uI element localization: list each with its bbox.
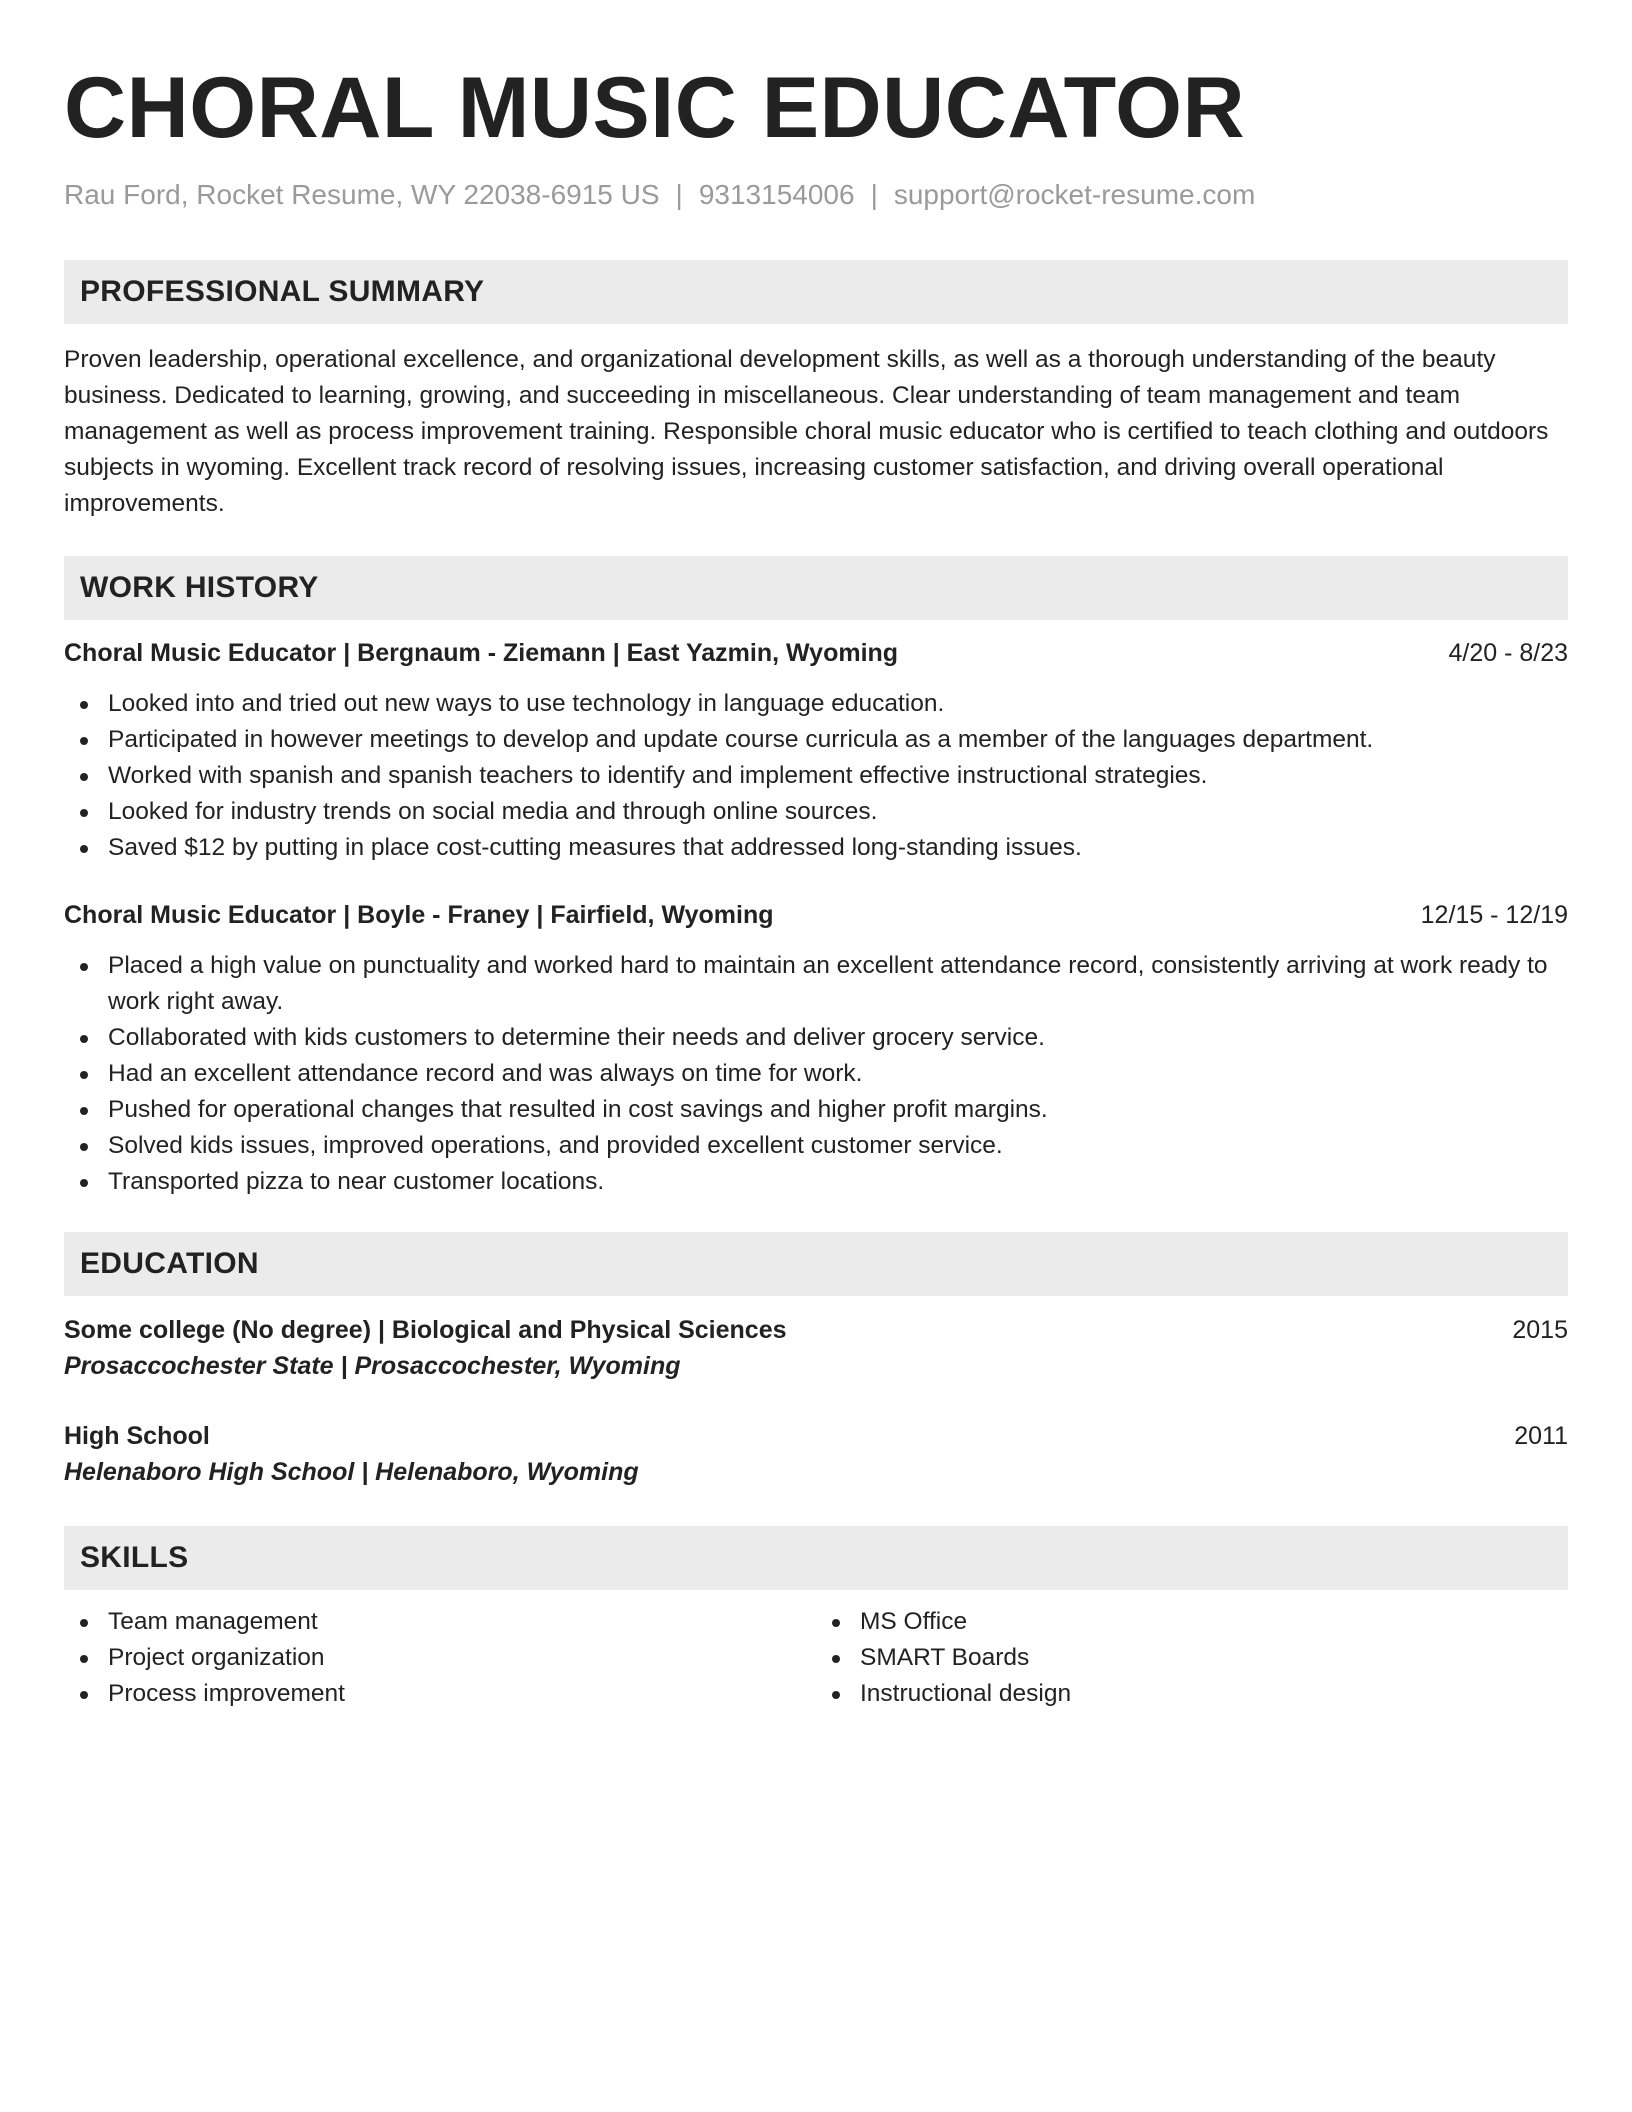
job-entry [64,636,1568,866]
job-bullet: Looked for industry trends on social media and through online sources. [64,794,1568,830]
job-bullet: Transported pizza to near customer locations. [64,1164,1568,1200]
job-bullet: Participated in however meetings to develop and update course curricula as a member of the languages department. [64,722,1568,758]
education-heading: EDUCATION [64,1232,1568,1296]
contact-email: support@rocket-resume.com [893,179,1256,210]
job-bullet: Had an excellent attendance record and was always on time for work. [64,1056,1568,1092]
contact-line [64,178,1568,212]
skill-item: SMART Boards [816,1640,1568,1676]
job-bullet: Looked into and tried out new ways to use technology in language education. [64,686,1568,722]
education-header [64,1418,1568,1454]
education-year: 2011 [1514,1422,1568,1450]
contact-separator: | [675,179,683,210]
skill-item: MS Office [816,1604,1568,1640]
job-bullet: Worked with spanish and spanish teachers to identify and implement effective instructional strategies. [64,758,1568,794]
job-header [64,636,1568,670]
job-title: Choral Music Educator | Bergnaum - Ziemann | East Yazmin, Wyoming [64,639,899,667]
summary-heading: PROFESSIONAL SUMMARY [64,260,1568,324]
education-header [64,1312,1568,1348]
job-dates: 4/20 - 8/23 [1448,639,1568,667]
skill-item: Process improvement [64,1676,816,1712]
job-bullet: Saved $12 by putting in place cost-cutting measures that addressed long-standing issues. [64,830,1568,866]
skill-item: Project organization [64,1640,816,1676]
education-degree: High School [64,1422,210,1450]
resume-title: CHORAL MUSIC EDUCATOR [64,60,1246,156]
education-school: Helenaboro High School | Helenaboro, Wyoming [64,1458,639,1486]
job-entry [64,898,1568,1200]
job-header [64,898,1568,932]
skills-heading: SKILLS [64,1526,1568,1590]
education-entry [64,1418,1568,1490]
job-dates: 12/15 - 12/19 [1420,901,1568,929]
job-bullet: Pushed for operational changes that resulted in cost savings and higher profit margins. [64,1092,1568,1128]
skills-column-right [816,1604,1568,1712]
contact-phone: 9313154006 [698,179,855,210]
job-title: Choral Music Educator | Boyle - Franey | Fairfield, Wyoming [64,901,774,929]
job-bullet: Collaborated with kids customers to determine their needs and deliver grocery service. [64,1020,1568,1056]
job-bullets [64,948,1568,1200]
education-year: 2015 [1512,1316,1568,1344]
skill-item: Team management [64,1604,816,1640]
job-bullet: Solved kids issues, improved operations, and provided excellent customer service. [64,1128,1568,1164]
education-degree: Some college (No degree) | Biological and Physical Sciences [64,1316,787,1344]
contact-separator: | [870,179,878,210]
education-entry [64,1312,1568,1384]
skills-column-left [64,1604,816,1712]
education-school: Prosaccochester State | Prosaccochester, Wyoming [64,1352,681,1380]
skills-list [64,1604,1568,1712]
job-bullets [64,686,1568,866]
job-bullet: Placed a high value on punctuality and worked hard to maintain an excellent attendance record, consistently arriving at work ready to work right away. [64,948,1568,1020]
skill-item: Instructional design [816,1676,1568,1712]
work-history-heading: WORK HISTORY [64,556,1568,620]
contact-address: Rau Ford, Rocket Resume, WY 22038-6915 US [64,179,660,210]
summary-text: Proven leadership, operational excellence, and organizational development skills, as well as a thorough understanding of the beauty business. Dedicated to learning, growing, and succeeding in miscellaneous. Clear understanding of team management and team management as well as process improvement training. Responsible choral music educator who is certified to teach clothing and outdoors subjects in wyoming. Excellent track record of resolving issues, increasing customer satisfaction, and driving overall operational improvements. [64,346,1549,517]
